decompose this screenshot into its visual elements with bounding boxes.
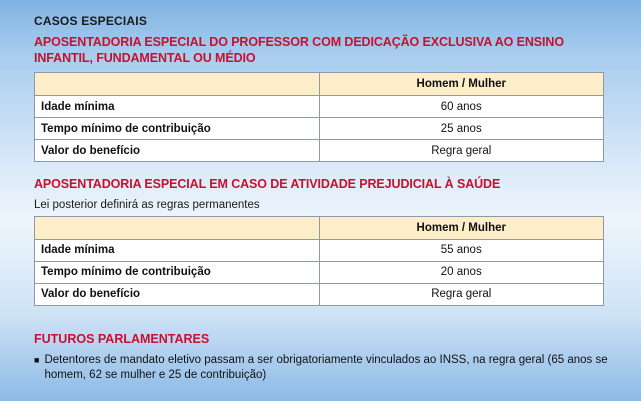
table-row xyxy=(35,118,604,140)
row-value-idade-minima: 60 anos xyxy=(319,96,604,118)
row-value-tempo-contribuicao: 25 anos xyxy=(319,118,604,140)
row-label-valor-beneficio: Valor do benefício xyxy=(35,283,320,305)
table-header-row xyxy=(35,216,604,239)
row-label-tempo-contribuicao: Tempo mínimo de contribuição xyxy=(35,261,320,283)
table-row xyxy=(35,283,604,305)
table-row xyxy=(35,261,604,283)
table-header-row xyxy=(35,73,604,96)
spacer xyxy=(16,306,625,321)
spacer xyxy=(16,321,625,332)
row-value-valor-beneficio: Regra geral xyxy=(319,283,604,305)
row-label-valor-beneficio: Valor do benefício xyxy=(35,140,320,162)
content-container xyxy=(16,8,625,393)
row-value-tempo-contribuicao: 20 anos xyxy=(319,261,604,283)
bullet-item xyxy=(34,353,625,384)
table-row xyxy=(35,96,604,118)
section-title-futuros-parlamentares: FUTUROS PARLAMENTARES xyxy=(34,331,210,346)
row-label-idade-minima: Idade mínima xyxy=(35,96,320,118)
table-header-homem-mulher: Homem / Mulher xyxy=(319,73,604,96)
table-professor xyxy=(34,72,604,162)
row-label-idade-minima: Idade mínima xyxy=(35,239,320,261)
table-header-blank xyxy=(35,216,320,239)
table-header-blank xyxy=(35,73,320,96)
page-kicker: CASOS ESPECIAIS xyxy=(34,14,148,28)
table-header-homem-mulher: Homem / Mulher xyxy=(319,216,604,239)
section-title-atividade-prejudicial: APOSENTADORIA ESPECIAL EM CASO DE ATIVIDADE PREJUDICIAL À SAÚDE xyxy=(34,177,501,192)
row-value-idade-minima: 55 anos xyxy=(319,239,604,261)
table-row xyxy=(35,239,604,261)
bullet-item-text: Detentores de mandato eletivo passam a ser obrigatoriamente vinculados ao INSS, na regra geral (65 anos se homem, 62 se mulher e 25 de contribuição) xyxy=(44,353,608,382)
section-title-professor: APOSENTADORIA ESPECIAL DO PROFESSOR COM DEDICAÇÃO EXCLUSIVA AO ENSINO INFANTIL, FUNDAMENTAL OU MÉDIO xyxy=(34,35,564,65)
row-value-valor-beneficio: Regra geral xyxy=(319,140,604,162)
square-bullet-icon: ■ xyxy=(34,354,40,365)
row-label-tempo-contribuicao: Tempo mínimo de contribuição xyxy=(35,118,320,140)
table-row xyxy=(35,140,604,162)
table-atividade-prejudicial xyxy=(34,216,604,306)
section-subtitle-lei-posterior: Lei posterior definirá as regras permanentes xyxy=(34,198,260,211)
spacer xyxy=(16,162,625,177)
